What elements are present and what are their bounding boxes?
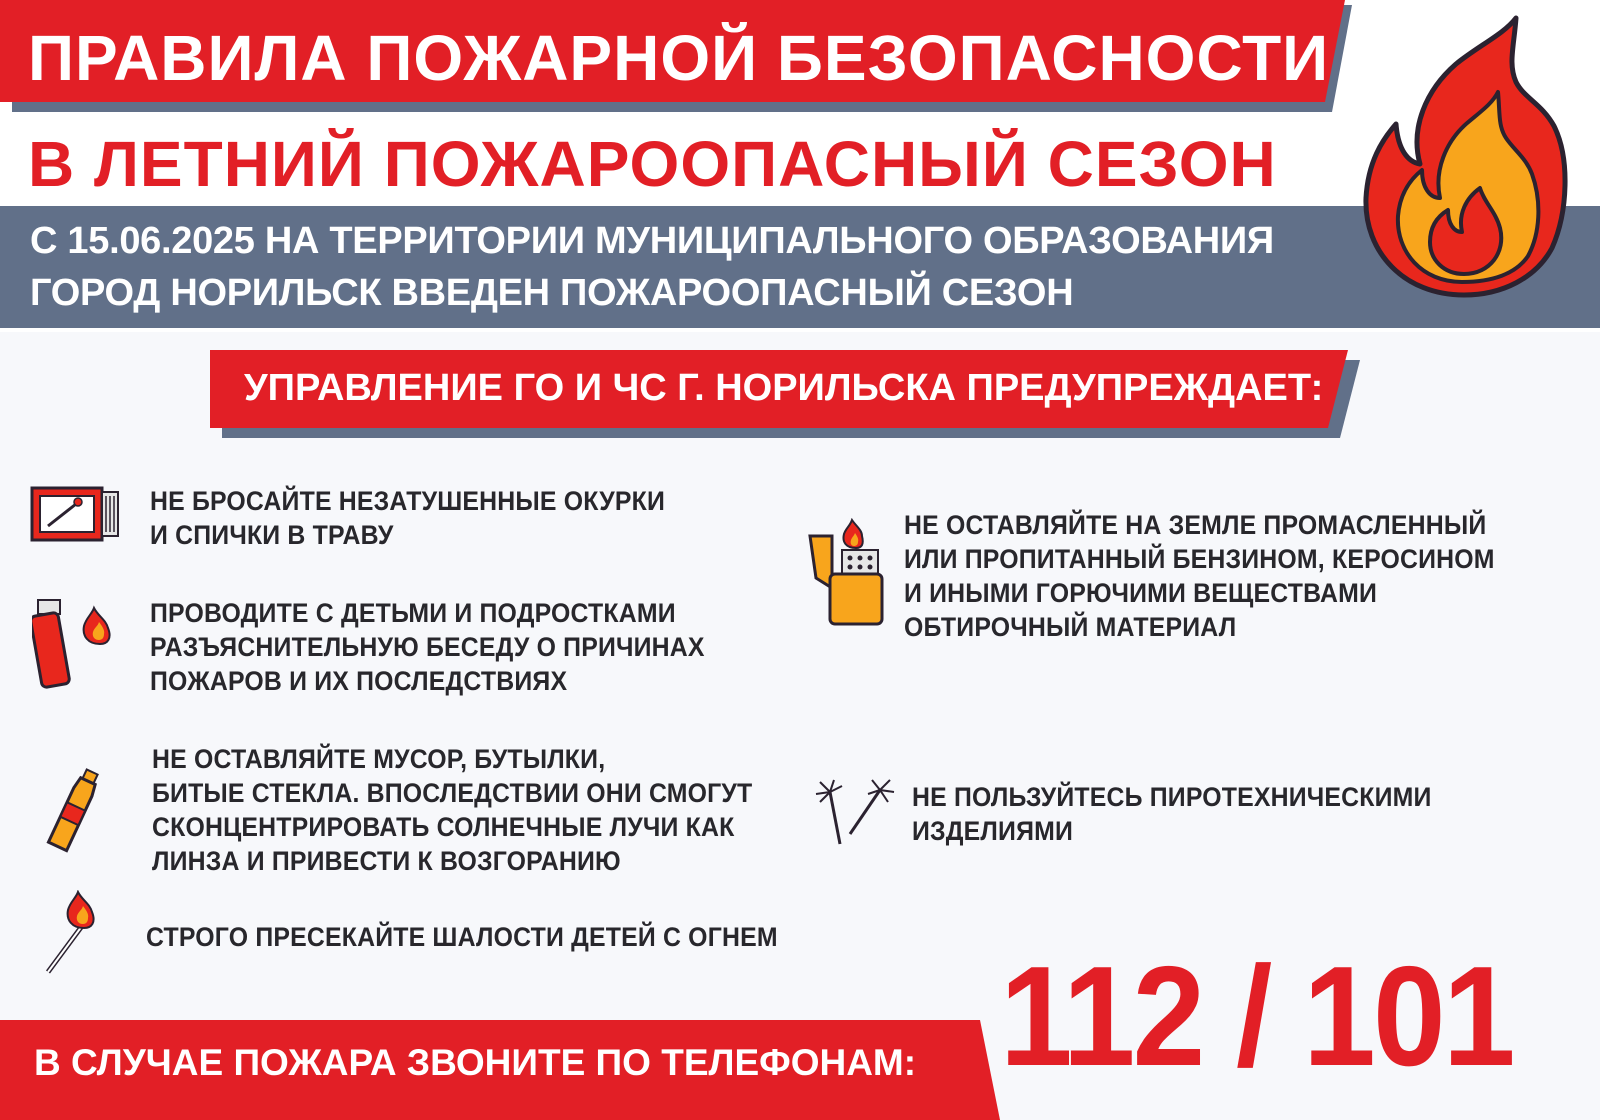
rule-children-line1: ПРОВОДИТЕ С ДЕТЬМИ И ПОДРОСТКАМИ (150, 598, 676, 628)
rule-garbage-line3: СКОНЦЕНТРИРОВАТЬ СОЛНЕЧНЫЕ ЛУЧИ КАК (152, 812, 735, 842)
rule-garbage-line4: ЛИНЗА И ПРИВЕСТИ К ВОЗГОРАНИЮ (152, 846, 621, 876)
rule-garbage-line2: БИТЫЕ СТЕКЛА. ВПОСЛЕДСТВИИ ОНИ СМОГУТ (152, 778, 753, 808)
flame-icon (1356, 12, 1572, 302)
lighter-icon (32, 596, 122, 690)
rule-oily-line4: ОБТИРОЧНЫЙ МАТЕРИАЛ (904, 612, 1237, 642)
burning-match-icon (40, 890, 104, 978)
footer-call-text: В СЛУЧАЕ ПОЖАРА ЗВОНИТЕ ПО ТЕЛЕФОНАМ: (34, 1042, 917, 1083)
notice-line1: С 15.06.2025 НА ТЕРРИТОРИИ МУНИЦИПАЛЬНОГО ОБРАЗОВАНИЯ (30, 220, 1274, 262)
page-title-line2: В ЛЕТНИЙ ПОЖАРООПАСНЫЙ СЕЗОН (28, 128, 1277, 200)
notice-line2: ГОРОД НОРИЛЬСК ВВЕДЕН ПОЖАРООПАСНЫЙ СЕЗОН (30, 272, 1074, 314)
page-title-line1: ПРАВИЛА ПОЖАРНОЙ БЕЗОПАСНОСТИ (28, 22, 1330, 94)
rule-cigarettes-line1: НЕ БРОСАЙТЕ НЕЗАТУШЕННЫЕ ОКУРКИ (150, 486, 666, 516)
sparkler-icon (810, 778, 900, 848)
rule-pyro-line1: НЕ ПОЛЬЗУЙТЕСЬ ПИРОТЕХНИЧЕСКИМИ (912, 782, 1432, 812)
rule-children-line2: РАЗЪЯСНИТЕЛЬНУЮ БЕСЕДУ О ПРИЧИНАХ (150, 632, 705, 662)
rule-oily-line2: ИЛИ ПРОПИТАННЫЙ БЕНЗИНОМ, КЕРОСИНОМ (904, 544, 1495, 574)
rule-pranks-line1: СТРОГО ПРЕСЕКАЙТЕ ШАЛОСТИ ДЕТЕЙ С ОГНЕМ (146, 922, 778, 952)
warning-banner: УПРАВЛЕНИЕ ГО И ЧС Г. НОРИЛЬСКА ПРЕДУПРЕЖДАЕТ: (244, 367, 1324, 409)
rule-cigarettes-line2: И СПИЧКИ В ТРАВУ (150, 520, 394, 550)
bottle-icon (44, 766, 104, 856)
zippo-lighter-icon (806, 518, 886, 628)
matchbox-icon (30, 486, 122, 542)
rule-pyro-line2: ИЗДЕЛИЯМИ (912, 816, 1074, 846)
rule-oily-line1: НЕ ОСТАВЛЯЙТЕ НА ЗЕМЛЕ ПРОМАСЛЕННЫЙ (904, 510, 1487, 540)
rule-oily-line3: И ИНЫМИ ГОРЮЧИМИ ВЕЩЕСТВАМИ (904, 578, 1378, 608)
rule-children-line3: ПОЖАРОВ И ИХ ПОСЛЕДСТВИЯХ (150, 666, 568, 696)
emergency-phones: 112 / 101 (1000, 937, 1513, 1096)
rule-garbage-line1: НЕ ОСТАВЛЯЙТЕ МУСОР, БУТЫЛКИ, (152, 744, 606, 774)
